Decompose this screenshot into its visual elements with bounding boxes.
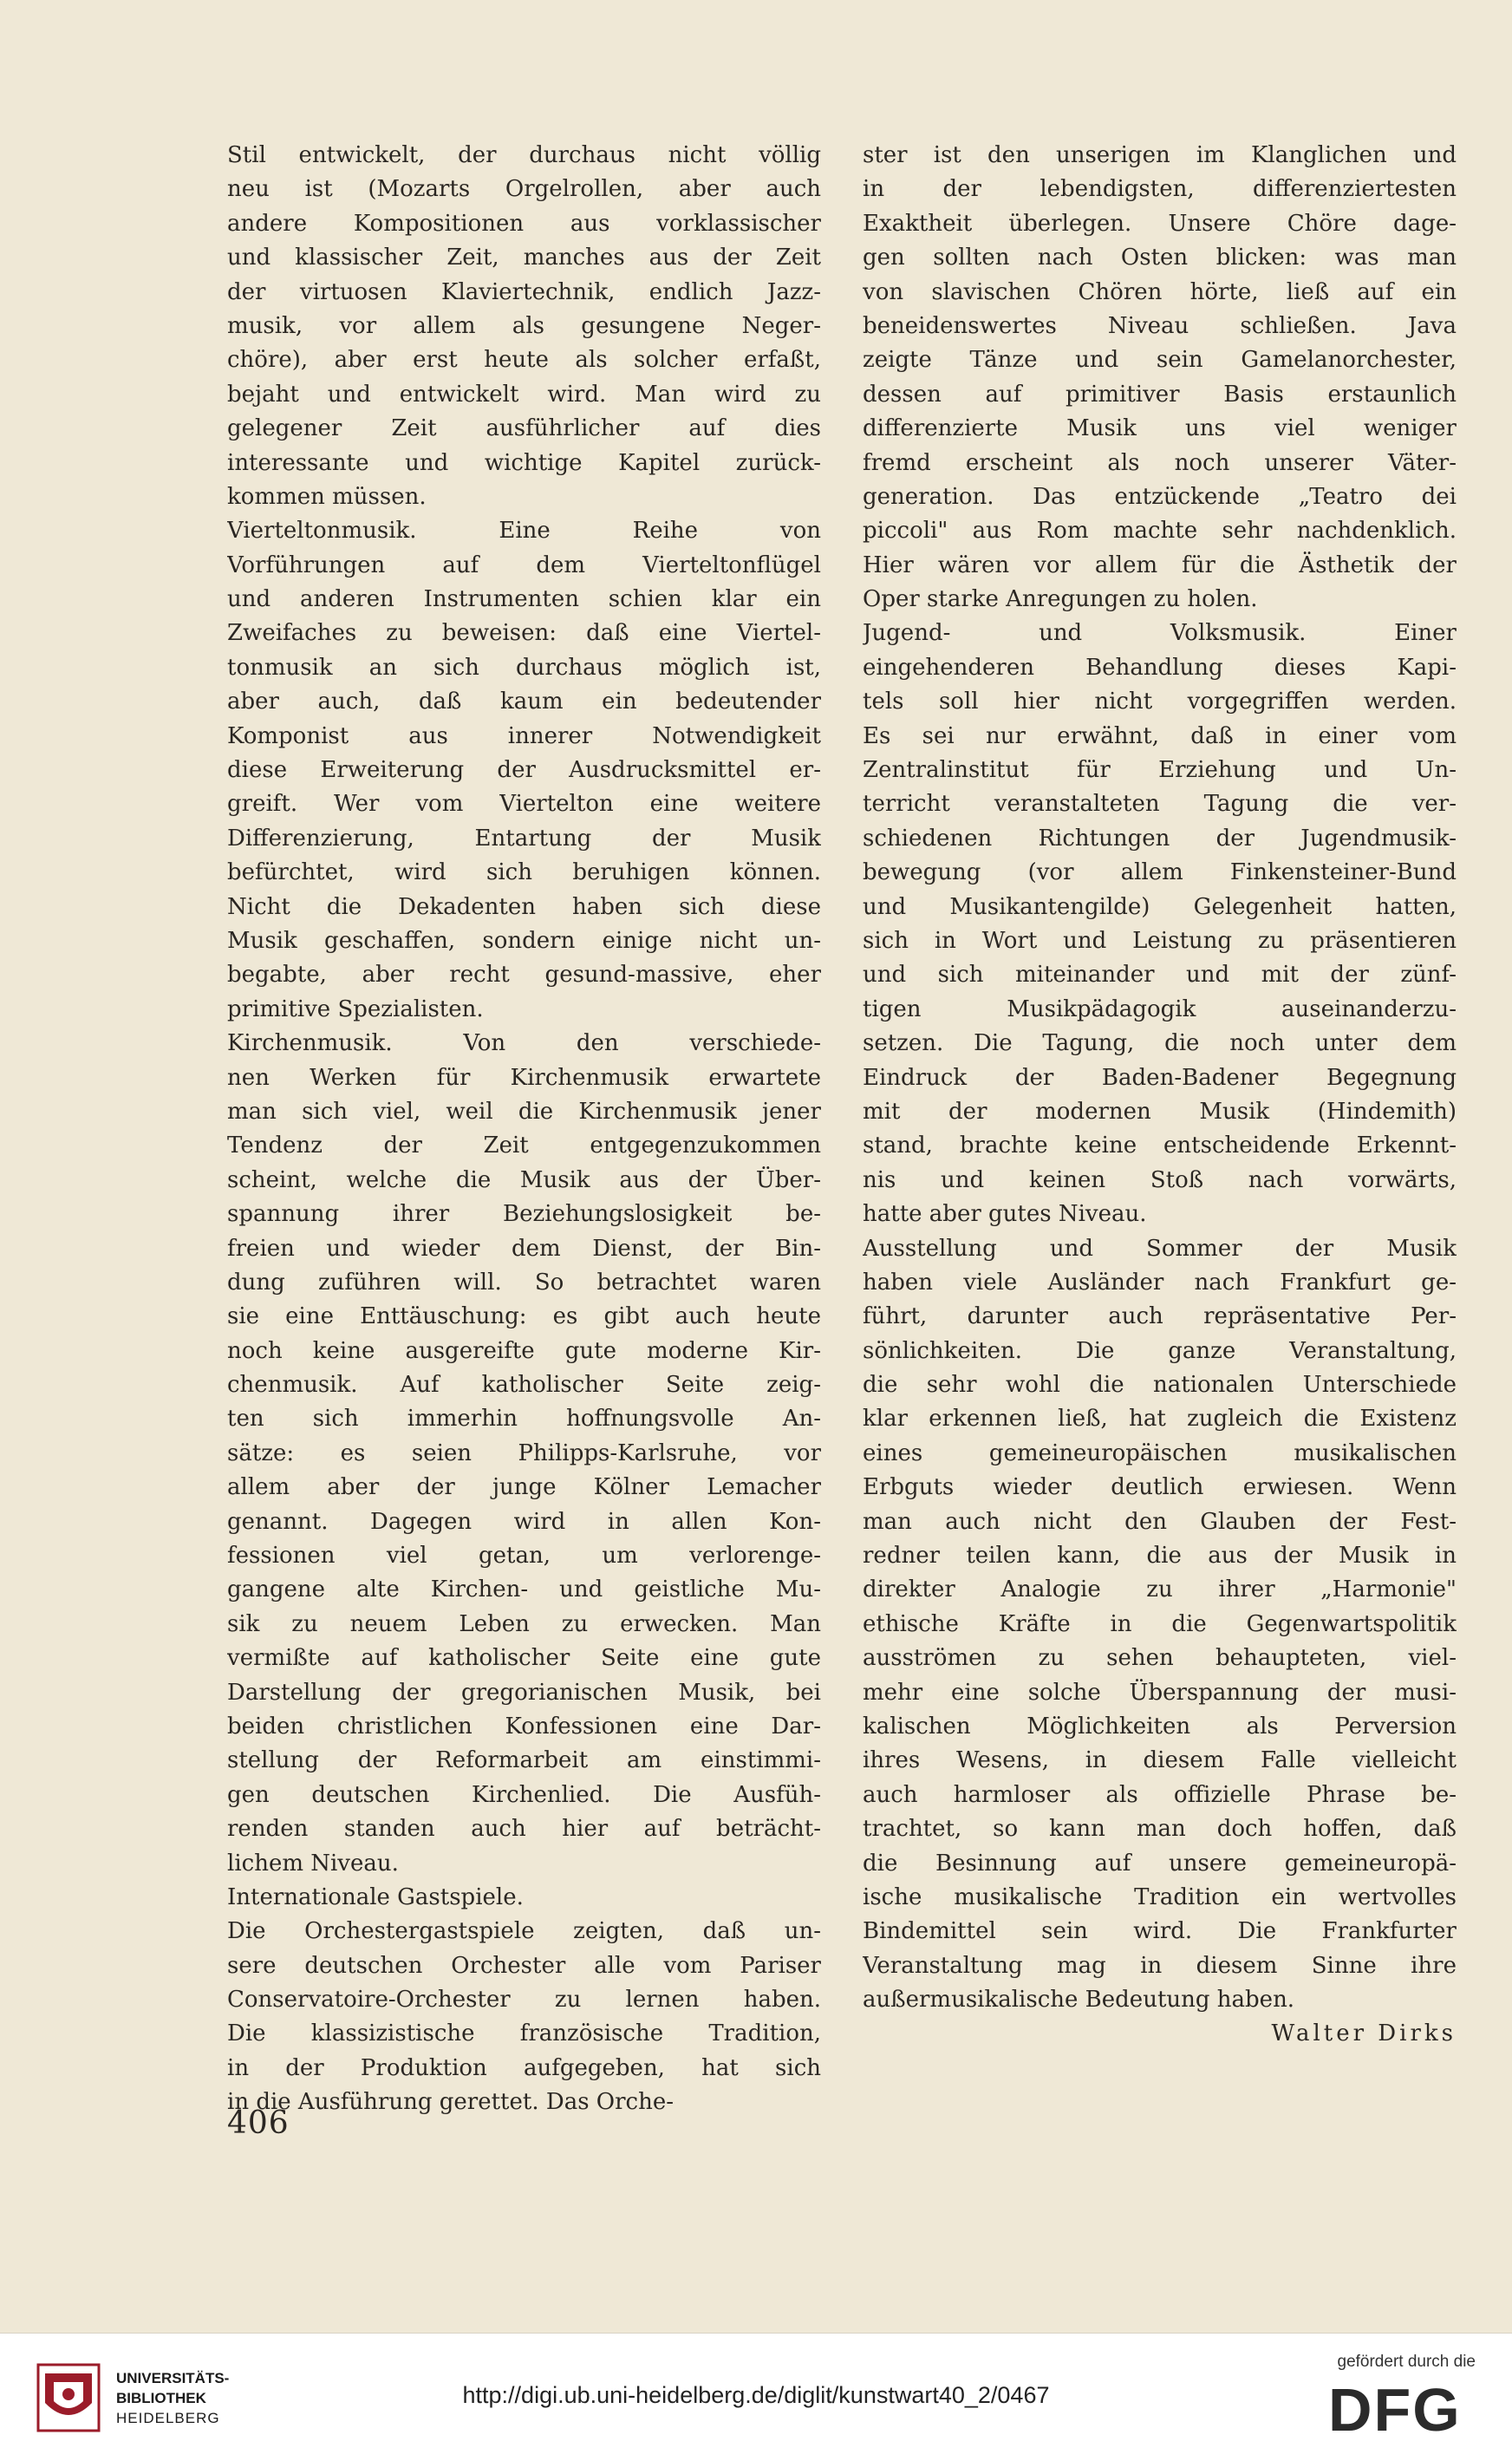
text-line: differenzierte Musik uns viel weniger (863, 415, 1457, 442)
dfg-logo-text: DFG (1328, 2379, 1462, 2439)
text-line: Conservatoire-Orchester zu lernen haben. (227, 1987, 821, 2014)
left-text-column (227, 139, 821, 2120)
text-line: Komponist aus innerer Notwendigkeit (227, 722, 821, 749)
text-line: aber auch, daß kaum ein bedeutender (227, 689, 821, 715)
text-line: eingehenderen Behandlung dieses Kapi- (863, 654, 1457, 681)
text-line: Ausstellung und Sommer der Musik (863, 1235, 1457, 1262)
text-line: stellung der Reformarbeit am einstimmi- (227, 1747, 821, 1774)
text-line: der virtuosen Klaviertechnik, endlich Jazz- (227, 278, 821, 305)
text-line: begabte, aber recht gesund-massive, eher (227, 962, 821, 989)
text-line: mit der modernen Musik (Hindemith) (863, 1098, 1457, 1125)
text-line: greift. Wer vom Viertelton eine weitere (227, 791, 821, 818)
text-line: Die Orchestergastspiele zeigten, daß un- (227, 1918, 821, 1945)
text-line: chenmusik. Auf katholischer Seite zeig- (227, 1372, 821, 1399)
text-line: Jugend- und Volksmusik. Einer (863, 620, 1457, 647)
text-line: Stil entwickelt, der durchaus nicht völlig (227, 142, 821, 168)
page-number: 406 (227, 2105, 290, 2141)
text-line: Bindemittel sein wird. Die Frankfurter (863, 1918, 1457, 1945)
text-line: vermißte auf katholischer Seite eine gute (227, 1645, 821, 1672)
text-line: ische musikalische Tradition ein wertvolles (863, 1883, 1457, 1910)
text-line: Oper starke Anregungen zu holen. (863, 586, 1258, 613)
text-line: bewegung (vor allem Finkensteiner-Bund (863, 859, 1457, 886)
library-name-line-2: BIBLIOTHEK (116, 2390, 206, 2406)
text-line: spannung ihrer Beziehungslosigkeit be- (227, 1201, 821, 1228)
text-line: beneidenswertes Niveau schließen. Java (863, 312, 1457, 339)
text-line: Exaktheit überlegen. Unsere Chöre dage- (863, 210, 1457, 237)
text-line: in die Ausführung gerettet. Das Orche- (227, 2089, 675, 2116)
text-line: scheint, welche die Musik aus der Über- (227, 1166, 821, 1193)
text-line: stand, brachte keine entscheidende Erkennt- (863, 1133, 1457, 1159)
text-line: sich in Wort und Leistung zu präsentieren (863, 927, 1457, 954)
text-line: Erbguts wieder deutlich erwiesen. Wenn (863, 1474, 1457, 1501)
text-line: dung zuführen will. So betrachtet waren (227, 1269, 821, 1296)
text-line: sätze: es seien Philipps-Karlsruhe, vor (227, 1439, 821, 1466)
text-line: und sich miteinander und mit der zünf- (863, 962, 1457, 989)
text-line: klar erkennen ließ, hat zugleich die Existenz (863, 1406, 1457, 1433)
permalink-url[interactable]: http://digi.ub.uni-heidelberg.de/diglit/kunstwart40_2/0467 (462, 2382, 1050, 2408)
text-line: piccoli" aus Rom machte sehr nachdenklich. (863, 518, 1457, 545)
text-line: Die klassizistische französische Tradition, (227, 2020, 821, 2047)
text-line: fessionen viel getan, um verlorenge- (227, 1543, 821, 1570)
text-line: führt, darunter auch repräsentative Per- (863, 1303, 1457, 1330)
text-line: trachtet, so kann man doch hoffen, daß (863, 1816, 1457, 1843)
text-line: tels soll hier nicht vorgegriffen werden. (863, 689, 1457, 715)
text-line: Nicht die Dekadenten haben sich diese (227, 893, 821, 920)
text-line: Differenzierung, Entartung der Musik (227, 825, 821, 852)
text-line: Zweifaches zu beweisen: daß eine Viertel- (227, 620, 821, 647)
text-line: Hier wären vor allem für die Ästhetik der (863, 552, 1457, 578)
text-line: Internationale Gastspiele. (227, 1883, 524, 1910)
digitization-footer (0, 2333, 1512, 2461)
text-line: außermusikalische Bedeutung haben. (863, 1987, 1295, 2014)
text-line: sönlichkeiten. Die ganze Veranstaltung, (863, 1337, 1457, 1364)
text-line: tonmusik an sich durchaus möglich ist, (227, 654, 821, 681)
text-line: gen deutschen Kirchenlied. Die Ausfüh- (227, 1781, 821, 1808)
text-line: freien und wieder dem Dienst, der Bin- (227, 1235, 821, 1262)
text-line: terricht veranstalteten Tagung die ver- (863, 791, 1457, 818)
text-line: Vorführungen auf dem Vierteltonflügel (227, 552, 821, 578)
text-line: nis und keinen Stoß nach vorwärts, (863, 1166, 1457, 1193)
text-line: interessante und wichtige Kapitel zurück- (227, 449, 821, 476)
text-line: befürchtet, wird sich beruhigen können. (227, 859, 821, 886)
text-line: direkter Analogie zu ihrer „Harmonie" (863, 1576, 1457, 1603)
text-line: ihres Wesens, in diesem Falle vielleicht (863, 1747, 1457, 1774)
text-line: auch harmloser als offizielle Phrase be- (863, 1781, 1457, 1808)
text-line: Vierteltonmusik. Eine Reihe von (227, 518, 821, 545)
text-line: musik, vor allem als gesungene Neger- (227, 312, 821, 339)
right-text-column (863, 139, 1457, 2052)
text-line: noch keine ausgereifte gute moderne Kir- (227, 1337, 821, 1364)
text-line: sik zu neuem Leben zu erwecken. Man (227, 1610, 821, 1637)
text-line: zeigte Tänze und sein Gamelanorchester, (863, 347, 1457, 374)
text-line: Eindruck der Baden-Badener Begegnung (863, 1064, 1457, 1091)
text-line: man auch nicht den Glauben der Fest- (863, 1508, 1457, 1535)
funding-caption: gefördert durch die (1337, 2353, 1476, 2371)
dfg-logo-icon[interactable] (1328, 2379, 1476, 2439)
text-line: tigen Musikpädagogik auseinanderzu- (863, 995, 1457, 1022)
text-line: kommen müssen. (227, 483, 427, 510)
text-line: setzen. Die Tagung, die noch unter dem (863, 1030, 1457, 1057)
text-line: eines gemeineuropäischen musikalischen (863, 1439, 1457, 1466)
text-line: sie eine Enttäuschung: es gibt auch heute (227, 1303, 821, 1330)
text-line: andere Kompositionen aus vorklassischer (227, 210, 821, 237)
text-line: die Besinnung auf unsere gemeineuropä- (863, 1850, 1457, 1877)
text-line: beiden christlichen Konfessionen eine Dar- (227, 1713, 821, 1740)
text-line: mehr eine solche Überspannung der musi- (863, 1679, 1457, 1706)
text-line: kalischen Möglichkeiten als Perversion (863, 1713, 1457, 1740)
library-name-line-1: UNIVERSITÄTS- (116, 2370, 230, 2386)
text-line: genannt. Dagegen wird in allen Kon- (227, 1508, 821, 1535)
text-line: und Musikantengilde) Gelegenheit hatten, (863, 893, 1457, 920)
text-line: ausströmen zu sehen behaupteten, viel- (863, 1645, 1457, 1672)
text-line: redner teilen kann, die aus der Musik in (863, 1543, 1457, 1570)
text-line: fremd erscheint als noch unserer Väter- (863, 449, 1457, 476)
text-line: ten sich immerhin hoffnungsvolle An- (227, 1406, 821, 1433)
library-name-line-3: HEIDELBERG (116, 2410, 220, 2426)
text-line: Tendenz der Zeit entgegenzukommen (227, 1133, 821, 1159)
text-line: Es sei nur erwähnt, daß in einer vom (863, 722, 1457, 749)
text-line: man sich viel, weil die Kirchenmusik jener (227, 1098, 821, 1125)
text-line: diese Erweiterung der Ausdrucksmittel er- (227, 757, 821, 784)
text-line: nen Werken für Kirchenmusik erwartete (227, 1064, 821, 1091)
text-line: generation. Das entzückende „Teatro dei (863, 483, 1457, 510)
text-line: in der Produktion aufgegeben, hat sich (227, 2054, 821, 2081)
text-line: gangene alte Kirchen- und geistliche Mu- (227, 1576, 821, 1603)
text-line: ster ist den unserigen im Klanglichen und (863, 142, 1457, 168)
text-line: Darstellung der gregorianischen Musik, bei (227, 1679, 821, 1706)
text-line: Musik geschaffen, sondern einige nicht un- (227, 927, 821, 954)
text-line: allem aber der junge Kölner Lemacher (227, 1474, 821, 1501)
text-line: Kirchenmusik. Von den verschiede- (227, 1030, 821, 1057)
text-line: Zentralinstitut für Erziehung und Un- (863, 757, 1457, 784)
text-line: gelegener Zeit ausführlicher auf dies (227, 415, 821, 442)
author-signature: Walter Dirks (1271, 2020, 1457, 2047)
text-line: in der lebendigsten, differenziertesten (863, 176, 1457, 203)
text-line: sere deutschen Orchester alle vom Pariser (227, 1952, 821, 1979)
text-line: ethische Kräfte in die Gegenwartspolitik (863, 1610, 1457, 1637)
text-line: Veranstaltung mag in diesem Sinne ihre (863, 1952, 1457, 1979)
text-line: haben viele Ausländer nach Frankfurt ge- (863, 1269, 1457, 1296)
text-line: von slavischen Chören hörte, ließ auf ein (863, 278, 1457, 305)
text-line: neu ist (Mozarts Orgelrollen, aber auch (227, 176, 821, 203)
text-line: bejaht und entwickelt wird. Man wird zu (227, 381, 821, 408)
text-line: dessen auf primitiver Basis erstaunlich (863, 381, 1457, 408)
text-line: chöre), aber erst heute als solcher erfaßt, (227, 347, 821, 374)
text-line: lichem Niveau. (227, 1850, 399, 1877)
text-line: hatte aber gutes Niveau. (863, 1201, 1147, 1228)
text-line: primitive Spezialisten. (227, 995, 484, 1022)
text-line: und klassischer Zeit, manches aus der Zeit (227, 245, 821, 271)
text-line: gen sollten nach Osten blicken: was man (863, 245, 1457, 271)
text-line: und anderen Instrumenten schien klar ein (227, 586, 821, 613)
text-line: die sehr wohl die nationalen Unterschiede (863, 1372, 1457, 1399)
text-line: schiedenen Richtungen der Jugendmusik- (863, 825, 1457, 852)
text-line: renden standen auch hier auf beträcht- (227, 1816, 821, 1843)
